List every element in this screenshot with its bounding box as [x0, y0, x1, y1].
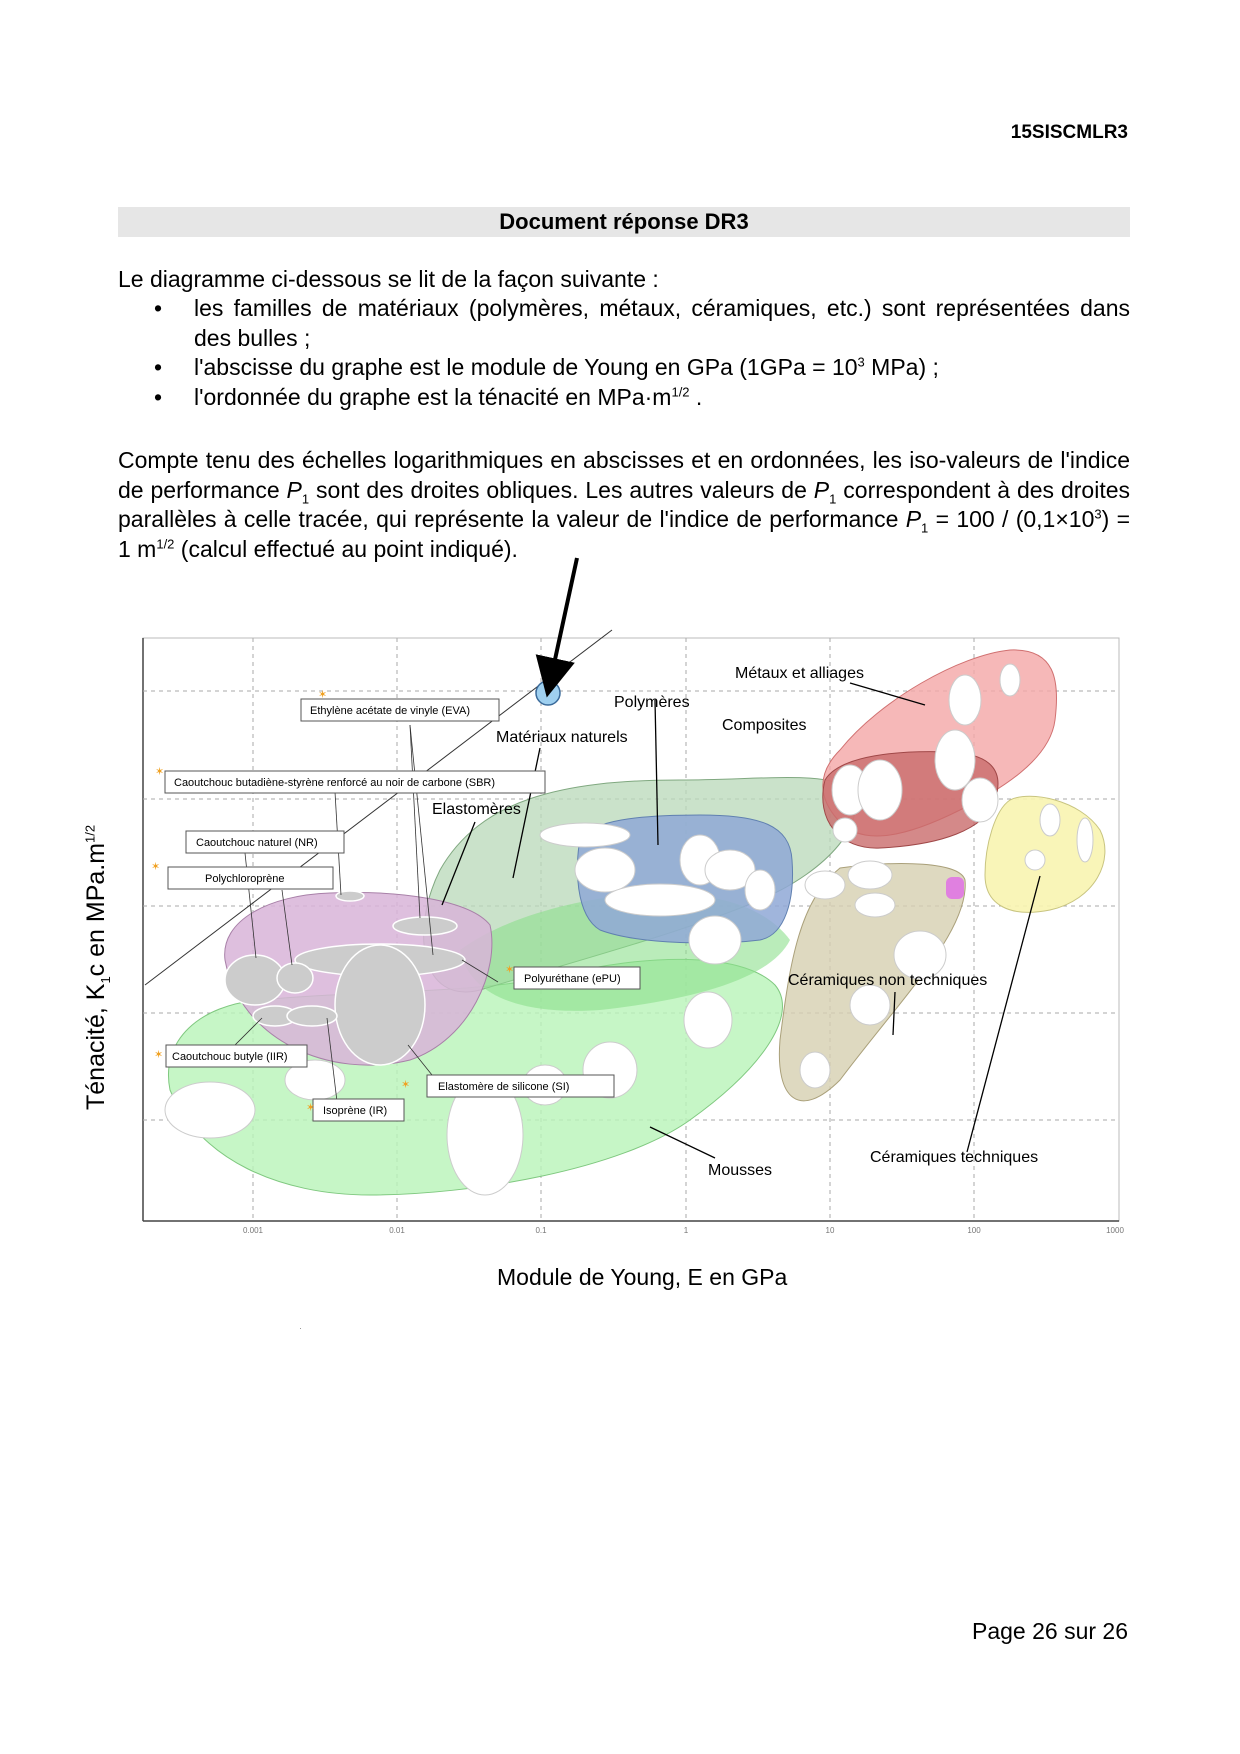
label-materiaux-naturels: Matériaux naturels	[496, 729, 628, 746]
svg-text:✶: ✶	[318, 688, 328, 701]
x-tick-label: 0.001	[242, 1226, 264, 1235]
x-tick-label: 10	[825, 1226, 835, 1235]
superscript: 1/2	[671, 383, 690, 399]
x-tick-label: 1	[683, 1226, 689, 1235]
superscript: 1/2	[156, 535, 175, 551]
callout-iir-text: Caoutchouc butyle (IIR)	[172, 1051, 288, 1063]
bullet-list	[118, 294, 1130, 412]
label-mousses: Mousses	[708, 1162, 773, 1179]
para-text: Compte tenu des échelles logarithmiques en abscisses et en ordonnées, les iso-valeurs de l'indice de performance	[118, 447, 1130, 503]
page-number: Page 26 sur 26	[971, 1618, 1128, 1644]
svg-text:✶: ✶	[306, 1101, 316, 1114]
callout-epu-text: Polyuréthane (ePU)	[524, 973, 621, 985]
svg-text:✶: ✶	[401, 1078, 411, 1091]
superscript: 3	[857, 354, 865, 370]
indicated-point	[536, 681, 560, 705]
callout-ir-text: Isoprène (IR)	[323, 1105, 388, 1117]
callout-si-text: Elastomère de silicone (SI)	[438, 1081, 570, 1093]
subscript: 1	[921, 520, 929, 536]
x-axis-label: Module de Young, E en GPa	[497, 1264, 788, 1290]
callout-nr-text: Caoutchouc naturel (NR)	[196, 837, 318, 849]
ashby-chart	[80, 550, 1140, 1250]
x-tick-label: 1000	[1106, 1226, 1124, 1235]
bullet-text: MPa) ;	[864, 354, 939, 380]
y-axis-label: Ténacité, $K_1c$ en $MPa.m^{1/2}$	[82, 824, 113, 1110]
svg-text:✶: ✶	[505, 963, 515, 976]
para-text: = 100 / (0,1×10	[928, 506, 1095, 532]
label-polymeres: Polymères	[614, 694, 690, 711]
magenta-marker	[946, 877, 964, 899]
bullet-text: les familles de matériaux (polymères, métaux, céramiques, etc.) sont représentées dans des bulles ;	[194, 295, 1130, 351]
x-tick-label: 0.1	[535, 1226, 547, 1235]
svg-text:✶: ✶	[155, 765, 165, 778]
index-symbol: P	[813, 476, 830, 503]
subscript: 1	[301, 491, 310, 507]
svg-text:✶: ✶	[154, 1048, 164, 1061]
page-title: Document réponse DR3	[499, 209, 749, 234]
label-ceramiques-techniques: Céramiques techniques	[870, 1149, 1039, 1166]
bullet-text: l'ordonnée du graphe est la ténacité en MPa·m	[194, 383, 672, 410]
bullet-item: • l'abscisse du graphe est le module de Young en GPa ($1GPa = 10^3$ MPa) ;	[154, 354, 939, 380]
x-tick-label: 0.01	[389, 1226, 405, 1235]
callout-eva-text: Ethylène acétate de vinyle (EVA)	[310, 705, 470, 717]
para-text: correspondent à des droites parallèles à celle tracée, qui représente la valeur de l'indice de performance	[118, 476, 1131, 532]
para-text: (calcul effectué au point indiqué).	[174, 535, 518, 562]
label-ceramiques-non-techniques: Céramiques non techniques	[788, 972, 988, 989]
superscript: 3	[1094, 506, 1102, 522]
index-symbol: P	[286, 476, 302, 503]
bullet-item: • les familles de matériaux (polymères, métaux, céramiques, etc.) sont représentées dans des bulles ;	[154, 295, 1130, 351]
index-symbol: P	[905, 506, 922, 532]
para-text: sont des droites obliques. Les autres valeurs de	[309, 476, 814, 503]
label-elastomeres: Elastomères	[432, 801, 521, 818]
bullet-item: • l'ordonnée du graphe est la ténacité en $MPa\cdot m^{1/2}$ .	[154, 383, 703, 410]
explanation-paragraph	[118, 446, 1130, 564]
para-text: ) = 1 m	[118, 506, 1131, 562]
title-band	[118, 207, 1130, 237]
callout-polychloroprene-text: Polychloroprène	[205, 873, 285, 885]
intro-text: Le diagramme ci-dessous se lit de la façon suivante :	[118, 266, 659, 292]
x-tick-label: 100	[967, 1226, 981, 1235]
bullet-text: .	[689, 383, 703, 410]
label-metaux: Métaux et alliages	[735, 665, 864, 682]
callout-sbr-text: Caoutchouc butadiène-styrène renforcé au noir de carbone (SBR)	[174, 777, 496, 789]
subscript: 1	[829, 491, 837, 507]
svg-text:✶: ✶	[151, 860, 161, 873]
bullet-text: l'abscisse du graphe est le module de Young en GPa (1GPa = 10	[194, 354, 858, 380]
stray-mark	[300, 1328, 301, 1329]
label-composites: Composites	[722, 717, 807, 734]
document-reference: 15SISCMLR3	[1010, 122, 1128, 143]
